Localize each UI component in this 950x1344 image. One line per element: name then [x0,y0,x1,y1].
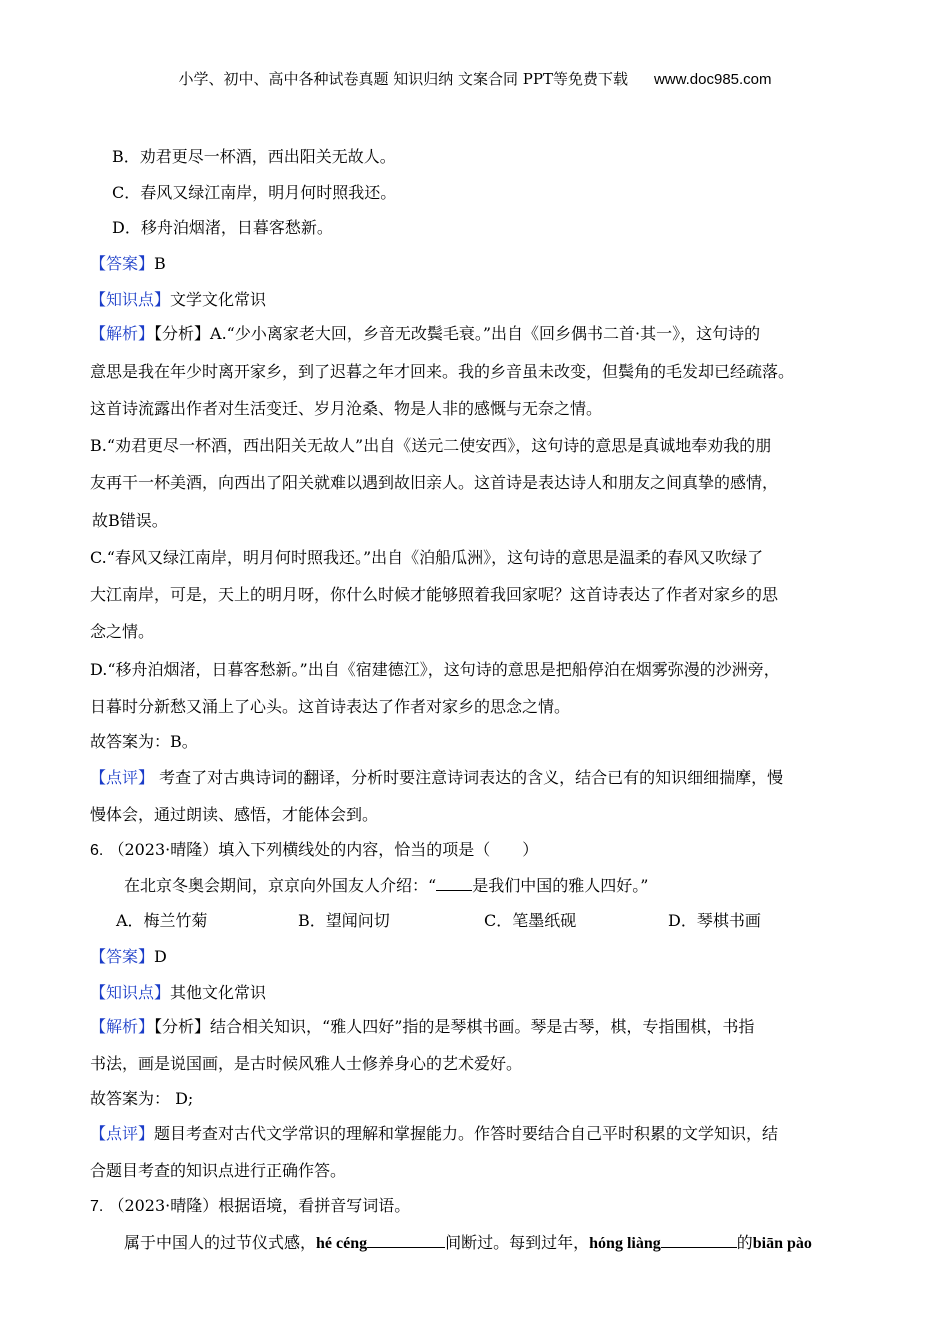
q6-knowledge [90,982,266,1004]
q5-knowledge [90,289,266,311]
q6-analysis-line-2: 书法，画是说国画，是古时候风雅人士修养身心的艺术爱好。 [90,1054,523,1073]
q6-context [124,874,648,897]
q7-pinyin-2: hóng liàng [589,1235,661,1252]
q5-analysis-line-1 [90,323,760,345]
q5-analysis-line-2: 意思是我在年少时离开家乡，到了迟暮之年才回来。我的乡音虽未改变，但鬓角的毛发却已经疏落。 [90,362,795,381]
q6-analysis-line-1 [90,1016,754,1038]
q5-knowledge-tag: 【知识点】 [90,290,171,309]
q5-analysis-line-6: 故B错误。 [92,511,168,530]
q6-answer-tag: 【答案】 [90,947,155,966]
q5-analysis-tag: 【解析】 [90,324,155,343]
header-text: 小学、初中、高中各种试卷真题 知识归纳 文案合同 PPT等免费下载 [178,70,628,88]
q5-analysis-text-1: 【分析】A.“少小离家老大回，乡音无改鬓毛衰。”出自《回乡偶书二首·其一》，这句诗的 [154,324,761,343]
q5-analysis-line-5: 友再干一杯美酒，向西出了阳关就难以遇到故旧亲人。这首诗是表达诗人和朋友之间真挚的感情， [90,473,779,492]
q6-analysis-text-1: 【分析】结合相关知识，“雅人四好”指的是琴棋书画。琴是古琴，棋，专指围棋，书指 [154,1017,755,1036]
q7-blank-1[interactable] [367,1231,445,1248]
header-site: www.doc985.com [653,71,772,88]
q6-option-b: B．望闻问切 [298,911,390,930]
q5-analysis-line-4: B.“劝君更尽一杯酒，西出阳关无故人”出自《送元二使安西》，这句诗的意思是真诚地奉劝我的朋 [90,436,772,455]
q6-context-before: 在北京冬奥会期间，京京向外国友人介绍：“ [124,876,437,895]
q6-comment-line-1 [90,1123,778,1145]
q6-knowledge-tag: 【知识点】 [90,983,171,1002]
q5-analysis-line-3: 这首诗流露出作者对生活变迁、岁月沧桑、物是人非的感慨与无奈之情。 [90,399,603,418]
q7-text-2: 间断过。每到过年， [445,1233,590,1252]
q5-analysis-line-10: D.“移舟泊烟渚，日暮客愁新。”出自《宿建德江》，这句诗的意思是把船停泊在烟雾弥漫的沙洲旁， [90,660,780,679]
q6-analysis-tag: 【解析】 [90,1017,155,1036]
q7-text-3: 的 [736,1233,753,1252]
q5-knowledge-value: 文学文化常识 [170,290,267,309]
q5-comment-text-1: 考查了对古典诗词的翻译，分析时要注意诗词表达的含义，结合已有的知识细细揣摩，慢 [154,768,784,787]
q6-answer [90,946,167,968]
q5-comment-line-1 [90,767,783,789]
q6-stem [90,839,538,862]
q5-comment-tag: 【点评】 [90,768,155,787]
q6-comment-line-2: 合题目考查的知识点进行正确作答。 [90,1161,347,1180]
q7-text-1: 属于中国人的过节仪式感， [124,1233,317,1252]
q6-comment-tag: 【点评】 [90,1124,155,1143]
q6-comment-text-1: 题目考查对古代文学常识的理解和掌握能力。作答时要结合自己平时积累的文学知识，结 [154,1124,779,1143]
q6-number: 6. [90,842,104,859]
q7-source: （2023·晴隆） [108,1196,219,1215]
q6-context-after: 是我们中国的雅人四好。” [472,876,649,895]
q6-option-c: C．笔墨纸砚 [484,911,577,930]
q5-answer-value: B [154,254,166,273]
q5-option-c: C．春风又绿江南岸，明月何时照我还。 [112,183,397,202]
q5-analysis-line-8: 大江南岸，可是，天上的明月呀，你什么时候才能够照着我回家呢？这首诗表达了作者对家乡的思 [90,585,779,604]
page-header [0,68,950,89]
q6-option-d: D．琴棋书画 [668,911,761,930]
q6-knowledge-value: 其他文化常识 [170,983,267,1002]
q6-blank[interactable] [436,874,472,891]
q7-pinyin-1: hé céng [316,1235,368,1252]
q7-number: 7. [90,1198,104,1215]
q7-pinyin-3: biān pào [752,1235,812,1252]
q5-analysis-line-9: 念之情。 [90,622,155,641]
q6-option-a: A．梅兰竹菊 [116,911,208,930]
q7-blank-2[interactable] [661,1231,737,1248]
q5-analysis-line-7: C.“春风又绿江南岸，明月何时照我还。”出自《泊船瓜洲》，这句诗的意思是温柔的春风又吹绿了 [90,548,764,567]
q5-analysis-line-12: 故答案为：B。 [90,732,198,751]
q5-option-b: B．劝君更尽一杯酒，西出阳关无故人。 [112,147,396,166]
q6-stem-text: 填入下列横线处的内容，恰当的项是（ ） [218,840,539,859]
q7-context [124,1231,812,1255]
q6-answer-value: D [154,947,167,966]
q5-comment-line-2: 慢体会，通过朗读、感悟，才能体会到。 [90,805,379,824]
q5-analysis-line-11: 日暮时分新愁又涌上了心头。这首诗表达了作者对家乡的思念之情。 [90,697,571,716]
q6-analysis-line-3: 故答案为： D; [90,1089,194,1108]
q5-answer-tag: 【答案】 [90,254,155,273]
q7-stem-text: 根据语境，看拼音写词语。 [218,1196,411,1215]
q6-source: （2023·晴隆） [108,840,219,859]
q5-option-d: D．移舟泊烟渚，日暮客愁新。 [112,218,333,237]
q7-stem [90,1195,410,1218]
q5-answer [90,253,166,275]
